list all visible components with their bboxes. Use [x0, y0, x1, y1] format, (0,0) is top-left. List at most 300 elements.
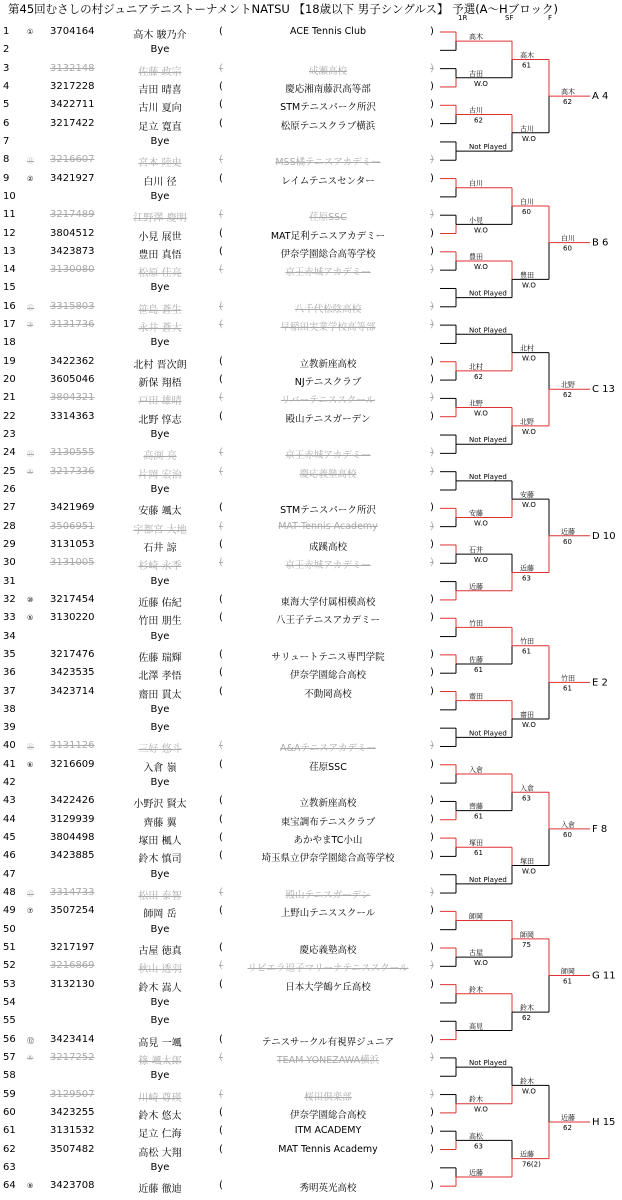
match-score-label: W.O [474, 959, 488, 968]
player-id: 3423255 [50, 1106, 95, 1118]
draw-number: 13 [3, 245, 16, 257]
paren-right: ) [430, 117, 434, 129]
draw-number: 25 [3, 465, 16, 477]
sf-winner-label: 竹田 [520, 637, 534, 646]
paren-left: ( [219, 26, 223, 37]
paren-right: ) [430, 447, 434, 459]
club-name: サリュートテニス専門学院 [271, 651, 385, 663]
match-winner-label: 齊藤 [469, 802, 483, 811]
player-id: 3315803 [50, 300, 95, 312]
draw-number: 32 [3, 593, 16, 605]
paren-right: ) [430, 538, 434, 550]
draw-number: 54 [3, 996, 16, 1008]
draw-number: 19 [3, 355, 16, 367]
paren-left: ( [219, 80, 223, 92]
bye-label: Bye [150, 1161, 170, 1173]
player-name: 秋山 透羽 [138, 964, 182, 976]
paren-right: ) [430, 209, 434, 221]
draw-number: 11 [3, 209, 16, 221]
club-name: 八王子テニスアカデミー [275, 615, 381, 627]
draw-number: 5 [3, 99, 10, 111]
club-name: 京王赤城アカデミー [285, 267, 371, 279]
club-name: 慶応義塾高校 [299, 945, 357, 956]
draw-number: 9 [3, 172, 10, 184]
player-name: 高松 大翔 [138, 1147, 182, 1159]
player-id: 3423714 [50, 685, 95, 697]
player-name: 篠 颯太郎 [138, 1055, 182, 1067]
paren-left: ( [219, 355, 223, 367]
player-id: 3216869 [50, 960, 95, 972]
paren-right: ) [430, 1180, 434, 1192]
bye-label: Bye [150, 996, 170, 1008]
club-name: 八千代松陰高校 [294, 303, 362, 315]
paren-left: ( [219, 960, 223, 972]
draw-number: 45 [3, 832, 16, 844]
paren-left: ( [219, 942, 223, 953]
sf-score-label: 76(2) [522, 1160, 541, 1169]
paren-left: ( [219, 813, 223, 825]
paren-left: ( [219, 465, 223, 477]
draw-number: 24 [3, 447, 16, 459]
club-name: リバーテニススクール [280, 395, 376, 407]
paren-right: ) [430, 154, 434, 166]
draw-number: 12 [3, 227, 16, 239]
draw-number: 15 [3, 282, 16, 294]
club-name: 成瀬高校 [308, 65, 347, 77]
club-name: 成蹊高校 [308, 541, 347, 553]
draw-number: 20 [3, 374, 16, 386]
match-winner-label: Not Played [469, 875, 507, 884]
paren-left: ( [219, 905, 223, 917]
paren-right: ) [430, 740, 434, 752]
club-name: 荏原SSC [309, 212, 347, 224]
bye-label: Bye [150, 1070, 170, 1082]
player-id: 3217489 [50, 209, 95, 221]
club-name: 慶応義塾高校 [299, 468, 357, 480]
player-id: 3131005 [50, 557, 95, 569]
sf-winner-label: 豊田 [520, 271, 534, 280]
player-id: 3423873 [50, 245, 95, 257]
player-id: 3131736 [50, 319, 95, 331]
draw-number: 29 [3, 538, 16, 550]
seed-mark: ⑭ [27, 450, 34, 459]
draw-number: 14 [3, 264, 16, 276]
draw-number: 44 [3, 813, 16, 825]
sf-score-label: 61 [522, 61, 531, 70]
paren-left: ( [219, 832, 223, 844]
draw-number: 33 [3, 612, 16, 624]
club-name: NJテニスクラブ [294, 377, 362, 389]
seed-mark: ⑨ [27, 1182, 34, 1191]
sf-score-label: W.O [522, 281, 536, 290]
match-winner-label: Not Played [469, 143, 507, 152]
block-label: H 15 [592, 1117, 616, 1129]
player-name: 杉崎 永季 [138, 561, 182, 573]
draw-number: 52 [3, 960, 16, 972]
player-id: 3217228 [50, 80, 95, 92]
paren-right: ) [430, 355, 434, 367]
match-winner-label: 近藤 [469, 582, 483, 591]
match-winner-label: 入倉 [469, 765, 483, 774]
player-id: 3132130 [50, 978, 95, 990]
club-name: 立教新座高校 [299, 798, 357, 810]
player-name: 小見 展世 [138, 231, 182, 243]
player-id: 3132148 [50, 62, 95, 74]
paren-left: ( [219, 447, 223, 459]
block-label: B 6 [592, 237, 609, 249]
draw-number: 43 [3, 795, 16, 807]
player-name: 鈴木 嵩人 [138, 982, 182, 994]
player-id: 3421927 [50, 172, 95, 184]
player-name: 片岡 宏治 [138, 469, 182, 481]
player-id: 3422362 [50, 355, 95, 367]
player-id: 3130555 [50, 447, 95, 459]
bye-label: Bye [150, 1015, 170, 1027]
block-winner-label: 白川 [561, 234, 575, 243]
draw-number: 38 [3, 703, 16, 715]
player-id: 3314363 [50, 410, 95, 422]
draw-number: 3 [3, 62, 10, 74]
player-name: 古屋 徳真 [138, 946, 182, 957]
club-name: MSS橘テニスアカデミー [275, 157, 381, 169]
paren-left: ( [219, 1051, 223, 1063]
paren-right: ) [430, 978, 434, 990]
club-name: 松原テニスクラブ横浜 [280, 120, 376, 132]
club-name: 荏原SSC [309, 761, 347, 773]
match-winner-label: 豊田 [469, 253, 483, 261]
match-winner-label: Not Played [469, 472, 507, 481]
match-winner-label: Not Played [469, 1059, 507, 1068]
seed-mark: ① [27, 28, 34, 36]
draw-number: 49 [3, 905, 16, 917]
player-name: 古川 夏向 [138, 103, 182, 115]
paren-right: ) [430, 887, 434, 899]
club-name: 殿山テニスガーデン [285, 890, 371, 902]
player-name: 高見 一颯 [138, 1037, 182, 1049]
draw-number: 35 [3, 648, 16, 660]
player-id: 3423885 [50, 850, 95, 862]
match-winner-label: Not Played [469, 436, 507, 445]
draw-number: 23 [3, 429, 16, 441]
match-winner-label: 石井 [469, 546, 483, 555]
player-id: 3130220 [50, 612, 95, 624]
paren-left: ( [219, 1143, 223, 1155]
paren-left: ( [219, 520, 223, 532]
draw-number: 18 [3, 337, 16, 349]
player-id: 3130080 [50, 264, 95, 276]
club-name: MAT Tennis Academy [278, 1143, 378, 1155]
club-name: A&Aテニスアカデミー [280, 743, 376, 755]
player-name: 三好 悠斗 [138, 744, 182, 756]
draw-number: 39 [3, 722, 16, 734]
match-winner-label: 吉田 [469, 69, 483, 78]
club-name: ITM ACADEMY [294, 1125, 362, 1137]
player-id: 3804498 [50, 832, 95, 844]
paren-left: ( [219, 227, 223, 239]
paren-right: ) [430, 264, 434, 276]
player-id: 3423708 [50, 1180, 95, 1192]
paren-right: ) [430, 1106, 434, 1118]
sf-winner-label: 入倉 [520, 784, 534, 793]
club-name: 不動岡高校 [304, 688, 352, 700]
club-name: 秀明英光高校 [299, 1183, 357, 1195]
seed-mark: ⑩ [27, 595, 34, 604]
seed-mark: ⑧ [27, 1053, 34, 1062]
player-id: 3217252 [50, 1051, 95, 1063]
paren-left: ( [219, 648, 223, 660]
player-name: 江野澤 慶明 [133, 213, 187, 225]
paren-left: ( [219, 978, 223, 990]
sf-winner-label: 高木 [520, 51, 534, 60]
sf-winner-label: 古川 [520, 124, 534, 133]
player-id: 3217454 [50, 593, 95, 605]
player-name: 松田 泰智 [138, 891, 182, 903]
player-id: 3129939 [50, 813, 95, 825]
draw-number: 55 [3, 1015, 16, 1027]
player-name: 永井 蒼大 [138, 323, 182, 335]
player-name: 齊藤 翼 [143, 817, 177, 829]
paren-right: ) [430, 557, 434, 569]
sf-winner-label: 北村 [520, 344, 534, 353]
club-name: 伊奈学園総合高校 [289, 1109, 366, 1121]
seed-mark: ⑮ [27, 303, 34, 312]
paren-left: ( [219, 99, 223, 111]
bye-label: Bye [150, 868, 170, 880]
paren-left: ( [219, 887, 223, 899]
match-winner-label: 高見 [469, 1022, 483, 1031]
draw-number: 62 [3, 1143, 16, 1155]
block-winner-label: 北野 [561, 381, 575, 390]
player-id: 3605046 [50, 374, 95, 386]
club-name: 伊奈学園総合高校 [289, 670, 366, 682]
match-score-label: W.O [474, 519, 488, 528]
block-score-label: 62 [563, 98, 572, 107]
sf-score-label: 60 [522, 208, 531, 217]
match-winner-label: 齋田 [469, 692, 483, 701]
match-score-label: W.O [474, 1105, 488, 1114]
player-id: 3704164 [50, 26, 95, 37]
paren-left: ( [219, 245, 223, 257]
match-winner-label: 安藤 [469, 509, 483, 518]
club-name: 殿山テニスガーデン [285, 413, 371, 425]
seed-mark: ⑪ [27, 157, 34, 166]
sf-score-label: 61 [522, 647, 531, 656]
draw-number: 41 [3, 758, 16, 770]
player-id: 3421969 [50, 502, 95, 514]
player-name: 北村 晋次朗 [133, 359, 187, 371]
seed-mark: ⑫ [27, 1036, 34, 1045]
draw-number: 26 [3, 484, 16, 495]
player-name: 新保 翔梧 [138, 378, 182, 390]
paren-right: ) [430, 80, 434, 92]
draw-number: 58 [3, 1070, 16, 1082]
draw-number: 31 [3, 575, 16, 587]
block-score-label: 60 [563, 830, 572, 839]
seed-mark: ⑦ [27, 907, 34, 916]
paren-left: ( [219, 319, 223, 331]
sf-winner-label: 近藤 [520, 1150, 534, 1159]
draw-number: 51 [3, 942, 16, 953]
draw-number: 27 [3, 502, 16, 514]
sf-winner-label: 白川 [520, 198, 534, 207]
draw-number: 56 [3, 1033, 16, 1045]
player-id: 3804321 [50, 392, 95, 404]
player-name: 鈴木 慎司 [138, 854, 182, 866]
player-name: 竹田 朋生 [138, 616, 182, 628]
seed-mark: ⑬ [27, 890, 34, 899]
block-winner-label: 近藤 [561, 527, 575, 536]
draw-number: 28 [3, 520, 16, 532]
paren-left: ( [219, 154, 223, 166]
player-name: 石井 諒 [143, 542, 177, 554]
block-label: F 8 [592, 823, 608, 835]
paren-right: ) [430, 758, 434, 770]
draw-number: 1 [3, 26, 10, 37]
round-header-f: F [548, 14, 553, 22]
draw-number: 8 [3, 154, 10, 166]
paren-left: ( [219, 667, 223, 679]
match-score-label: W.O [474, 79, 488, 88]
paren-right: ) [430, 905, 434, 917]
paren-right: ) [430, 410, 434, 422]
match-score-label: W.O [474, 263, 488, 271]
block-winner-label: 師岡 [561, 967, 575, 976]
sf-score-label: W.O [522, 354, 536, 363]
paren-right: ) [430, 960, 434, 972]
draw-number: 16 [3, 300, 16, 312]
paren-left: ( [219, 612, 223, 624]
match-score-label: W.O [474, 409, 488, 418]
block-label: E 2 [592, 677, 608, 689]
paren-right: ) [430, 942, 434, 953]
club-name: 京王赤城アカデミー [285, 450, 371, 462]
match-winner-label: 竹田 [469, 619, 483, 628]
draw-number: 50 [3, 923, 16, 935]
paren-right: ) [430, 1088, 434, 1100]
player-name: 川崎 尊瑛 [138, 1092, 182, 1104]
player-id: 3217476 [50, 648, 95, 660]
match-score-label: 62 [474, 116, 483, 125]
paren-right: ) [430, 172, 434, 184]
sf-score-label: W.O [522, 501, 536, 510]
player-id: 3217336 [50, 465, 95, 477]
bye-label: Bye [150, 484, 170, 495]
bye-label: Bye [150, 703, 170, 715]
paren-right: ) [430, 502, 434, 514]
player-name: 足立 寛直 [138, 121, 182, 133]
club-name: MAT Tennis Academy [278, 520, 378, 532]
player-name: 入倉 嶺 [143, 762, 177, 774]
sf-score-label: W.O [522, 721, 536, 729]
draw-number: 40 [3, 740, 16, 752]
bye-label: Bye [150, 135, 170, 147]
seed-mark: ⑯ [27, 743, 34, 752]
block-label: C 13 [592, 384, 615, 396]
block-score-label: 61 [563, 977, 572, 986]
paren-right: ) [430, 1051, 434, 1063]
paren-left: ( [219, 264, 223, 276]
round-header-1r: 1R [458, 14, 468, 22]
match-winner-label: 高松 [469, 1132, 483, 1141]
sf-winner-label: 近藤 [520, 564, 534, 573]
club-name: 慶応湘南藤沢高等部 [285, 83, 371, 95]
draw-number: 37 [3, 685, 16, 697]
sf-winner-label: 鈴木 [520, 1004, 534, 1013]
paren-left: ( [219, 300, 223, 312]
player-name: 北澤 孝悟 [138, 671, 182, 683]
club-name: STMテニスパーク所沢 [280, 102, 376, 114]
bye-label: Bye [150, 923, 170, 935]
paren-right: ) [430, 832, 434, 844]
player-name: 近藤 佑紀 [138, 597, 182, 609]
paren-left: ( [219, 172, 223, 184]
paren-right: ) [430, 245, 434, 257]
bye-label: Bye [150, 337, 170, 349]
player-id: 3422426 [50, 795, 95, 807]
club-name: あかやまTC小山 [293, 835, 363, 847]
paren-right: ) [430, 685, 434, 697]
bye-label: Bye [150, 190, 170, 202]
block-winner-label: 竹田 [561, 674, 575, 683]
player-name: 宇都宮 大地 [133, 524, 187, 536]
bye-label: Bye [150, 777, 170, 789]
block-label: D 10 [592, 530, 616, 542]
draw-number: 53 [3, 978, 16, 990]
player-name: 齋田 貫太 [138, 689, 182, 701]
player-id: 3422711 [50, 99, 95, 111]
match-score-label: W.O [474, 226, 488, 235]
draw-number: 34 [3, 630, 16, 642]
match-winner-label: 師岡 [469, 912, 483, 921]
draw-number: 61 [3, 1125, 16, 1137]
page-title: 第45回むさしの村ジュニアテニストーナメントNATSU 【18歳以下 男子シングルス】 予選(A～Hブロック) [8, 2, 558, 16]
club-name: 日本大学鶴ケ丘高校 [285, 981, 371, 993]
draw-number: 47 [3, 868, 16, 880]
player-id: 3217197 [50, 942, 95, 953]
bye-label: Bye [150, 575, 170, 587]
player-id: 3314733 [50, 887, 95, 899]
sf-score-label: 75 [522, 940, 531, 949]
bye-label: Bye [150, 630, 170, 642]
paren-right: ) [430, 520, 434, 532]
paren-right: ) [430, 612, 434, 624]
paren-left: ( [219, 209, 223, 221]
block-label: G 11 [592, 970, 616, 982]
block-score-label: 60 [563, 537, 572, 546]
sf-score-label: W.O [522, 134, 536, 143]
player-id: 3216609 [50, 758, 95, 770]
paren-right: ) [430, 99, 434, 111]
match-winner-label: 高木 [469, 33, 483, 42]
match-winner-label: 塚田 [469, 839, 483, 848]
paren-right: ) [430, 26, 434, 37]
match-winner-label: 古屋 [469, 949, 483, 958]
match-score-label: 61 [474, 666, 483, 675]
draw-number: 46 [3, 850, 16, 862]
round-header-sf: SF [505, 14, 514, 22]
sf-winner-label: 鈴木 [520, 1077, 534, 1086]
player-id: 3507254 [50, 905, 95, 917]
paren-right: ) [430, 648, 434, 660]
player-id: 3131126 [50, 740, 95, 752]
club-name: STMテニスパーク所沢 [280, 505, 376, 517]
draw-number: 22 [3, 410, 16, 422]
paren-left: ( [219, 557, 223, 569]
sf-winner-label: 齋田 [520, 711, 534, 719]
player-name: 近藤 徹迪 [138, 1184, 182, 1196]
player-name: 鈴木 悠太 [138, 1110, 182, 1122]
player-name: 笹島 蒼生 [138, 304, 182, 316]
